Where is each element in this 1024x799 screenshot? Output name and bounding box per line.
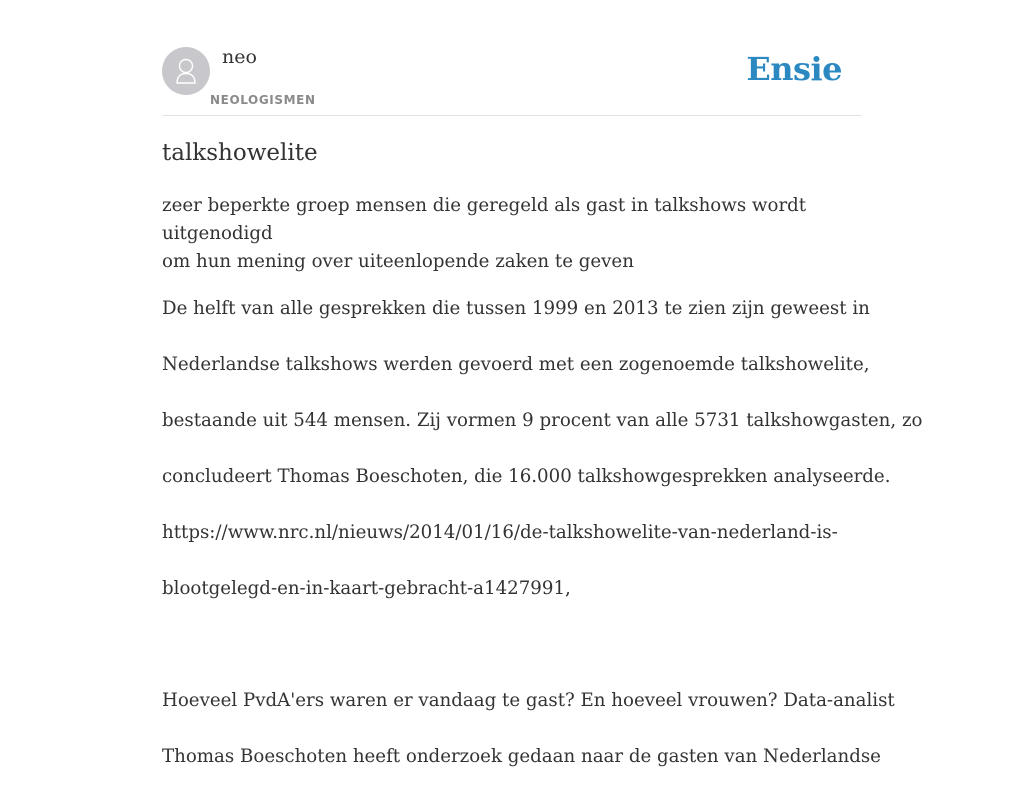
- entry-definition: [162, 192, 862, 276]
- author-link[interactable]: neo: [222, 46, 257, 68]
- entry-example: [162, 267, 923, 799]
- example-line: Thomas Boeschoten heeft onderzoek gedaan naar de gasten van Nederlandse: [162, 746, 881, 767]
- entry-header: [162, 0, 862, 116]
- definition-line: om hun mening over uiteenlopende zaken te geven: [162, 251, 634, 272]
- example-line: concludeert Thomas Boeschoten, die 16.000 talkshowgesprekken analyseerde.: [162, 466, 891, 487]
- category-label[interactable]: NEOLOGISMEN: [210, 93, 316, 107]
- example-line: bestaande uit 544 mensen. Zij vormen 9 procent van alle 5731 talkshowgasten, zo: [162, 410, 923, 431]
- entry-title: talkshowelite: [162, 140, 318, 166]
- example-link-line[interactable]: blootgelegd-en-in-kaart-gebracht-a1427991,: [162, 578, 571, 599]
- avatar[interactable]: [162, 47, 210, 95]
- definition-line: zeer beperkte groep mensen die geregeld als gast in talkshows wordt uitgenodigd: [162, 195, 807, 244]
- example-line: De helft van alle gesprekken die tussen 1999 en 2013 te zien zijn geweest in: [162, 298, 870, 319]
- example-line: Nederlandse talkshows werden gevoerd met een zogenoemde talkshowelite,: [162, 354, 870, 375]
- content-container: [162, 0, 923, 767]
- example-link-line[interactable]: https://www.nrc.nl/nieuws/2014/01/16/de-talkshowelite-van-nederland-is-: [162, 522, 838, 543]
- user-icon: [162, 47, 210, 95]
- brand-logo[interactable]: Ensie: [746, 50, 842, 88]
- example-line: Hoeveel PvdA'ers waren er vandaag te gast? En hoeveel vrouwen? Data-analist: [162, 690, 895, 711]
- paragraph-gap: [162, 631, 862, 659]
